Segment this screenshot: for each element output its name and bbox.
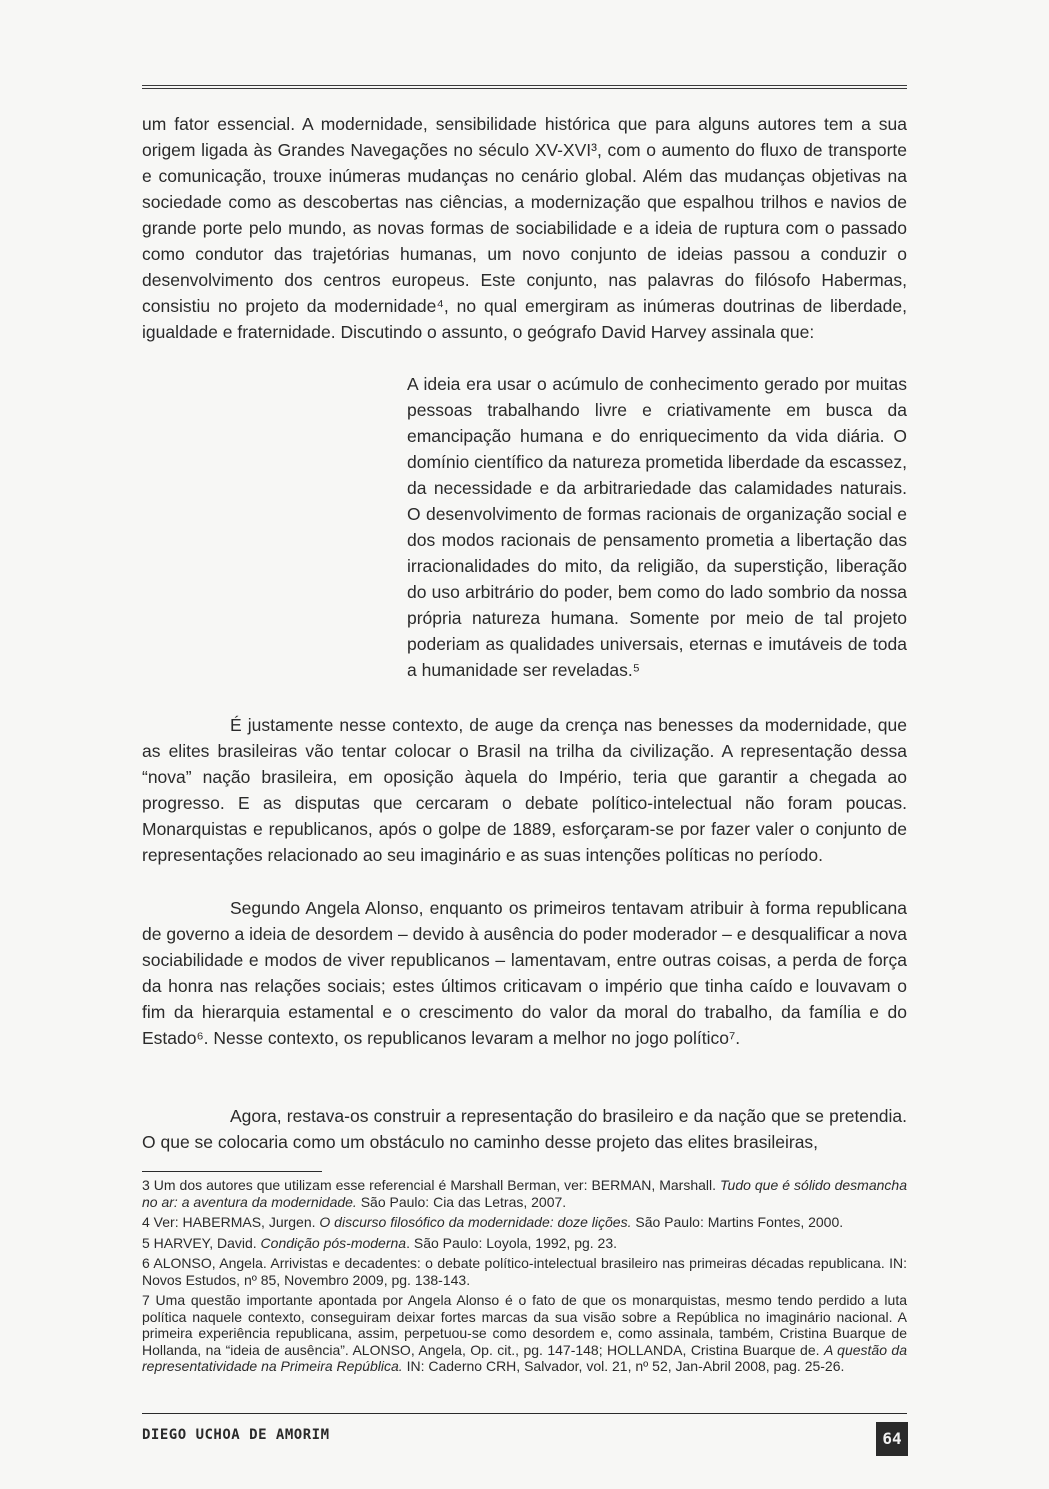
footnote-5-tail: . São Paulo: Loyola, 1992, pg. 23. bbox=[406, 1234, 618, 1251]
footnote-5 bbox=[142, 1235, 907, 1252]
footnote-rule bbox=[142, 1171, 322, 1172]
paragraph-4 bbox=[142, 1103, 907, 1155]
footnote-5-text: 5 HARVEY, David. bbox=[142, 1234, 261, 1251]
paragraph-2 bbox=[142, 712, 907, 868]
footnote-3-title: Tudo que é sólido desmancha no ar: a aventura da modernidade. bbox=[142, 1177, 907, 1210]
block-quote bbox=[407, 371, 907, 683]
paragraph-3-text: Segundo Angela Alonso, enquanto os primeiros tentavam atribuir à forma republicana de governo a ideia de desordem – devido à ausência do poder moderador – e desqualificar a nova sociabilidade e modos de viver republicanos – lamentavam, entre outras coisas, a perda de força da honra nas relações sociais; estes últimos criticavam o império que tinha caído e louvavam o fim da hierarquia estamental e o crescimento do valor da moral do trabalho, da família e do Estado⁶. Nesse contexto, os republicanos levaram a melhor no jogo político⁷. bbox=[142, 898, 907, 1048]
footnote-3-text: 3 Um dos autores que utilizam esse referencial é Marshall Berman, ver: BERMAN, Marshall. bbox=[142, 1177, 721, 1193]
footnote-3 bbox=[142, 1177, 907, 1210]
footnote-4-tail: São Paulo: Martins Fontes, 2000. bbox=[631, 1214, 844, 1230]
paragraph-2-text: É justamente nesse contexto, de auge da crença nas benesses da modernidade, que as elites brasileiras vão tentar colocar o Brasil na trilha da civilização. A representação dessa “nova” nação brasileira, em oposição àquela do Império, teria que garantir a chegada ao progresso. E as disputas que cercaram o debate político-intelectual não foram poucas. Monarquistas e republicanos, após o golpe de 1889, esforçaram-se por fazer valer o conjunto de representações relacionado ao seu imaginário e as suas intenções políticas no período. bbox=[142, 715, 907, 865]
footer-rule bbox=[142, 1413, 907, 1414]
footnote-7-text: 7 Uma questão importante apontada por Angela Alonso é o fato de que os monarquistas, mesmo tendo perdido a luta política naquele contexto, conseguiram deixar fortes marcas da sua visão sobre a República no imaginário nacional. A primeira experiência republicana, assim, perpetuou-se como desordem e, como assinala, também, Cristina Buarque de Hollanda, na “ideia de ausência”. ALONSO, Angela, Op. cit., pg. 147-148; HOLLANDA, Cristina Buarque de. bbox=[142, 1292, 907, 1358]
footnote-4-title: O discurso filosófico da modernidade: doze lições. bbox=[319, 1214, 632, 1230]
footnote-6 bbox=[142, 1255, 907, 1288]
footnotes bbox=[142, 1177, 907, 1379]
footnote-7-tail: IN: Caderno CRH, Salvador, vol. 21, nº 52, Jan-Abril 2008, pag. 25-26. bbox=[402, 1358, 845, 1374]
footnote-7 bbox=[142, 1292, 907, 1375]
block-quote-text: A ideia era usar o acúmulo de conhecimento gerado por muitas pessoas trabalhando livre e criativamente em busca da emancipação humana e do enriquecimento da vida diária. O domínio científico da natureza prometida liberdade da escassez, da necessidade e da arbitrariedade das calamidades naturais. O desenvolvimento de formas racionais de organização social e dos modos racionais de pensamento prometia a libertação das irracionalidades do mito, da religião, da superstição, liberação do uso arbitrário do poder, bem como do lado sombrio da nossa própria natureza humana. Somente por meio de tal projeto poderiam as qualidades universais, eternas e imutáveis de toda a humanidade ser reveladas.⁵ bbox=[407, 374, 908, 680]
header-rule bbox=[142, 85, 907, 91]
intro-paragraph bbox=[142, 111, 907, 345]
footnote-4 bbox=[142, 1214, 907, 1231]
footnote-4-text: 4 Ver: HABERMAS, Jurgen. bbox=[142, 1214, 320, 1230]
intro-paragraph-text: um fator essencial. A modernidade, sensibilidade histórica que para alguns autores tem a sua origem ligada às Grandes Navegações no século XV-XVI³, com o aumento do fluxo de transporte e comunicação, trouxe inúmeras mudanças no cenário global. Além das mudanças objetivas na sociedade como as descobertas nas ciências, a modernização que espalhou trilhos e navios de grande porte pelo mundo, as novas formas de sociabilidade e a ideia de ruptura com o passado como condutor das trajetórias humanas, um novo conjunto de ideias passou a conduzir o desenvolvimento dos centros europeus. Este conjunto, nas palavras do filósofo Habermas, consistiu no projeto da modernidade⁴, no qual emergiram as inúmeras doutrinas de liberdade, igualdade e fraternidade. Discutindo o assunto, o geógrafo David Harvey assinala que: bbox=[142, 114, 907, 342]
footer-author: DIEGO UCHOA DE AMORIM bbox=[142, 1427, 330, 1443]
footnote-5-title: Condição pós-moderna bbox=[260, 1234, 407, 1251]
page-number: 64 bbox=[876, 1422, 908, 1456]
paragraph-3 bbox=[142, 895, 907, 1051]
footnote-7-title: A questão da representatividade na Primeira República. bbox=[142, 1341, 907, 1374]
paragraph-4-text: Agora, restava-os construir a representação do brasileiro e da nação que se pretendia. O que se colocaria como um obstáculo no caminho desse projeto das elites brasileiras, bbox=[142, 1106, 907, 1152]
footnote-6-text: 6 ALONSO, Angela. Arrivistas e decadentes: o debate político-intelectual brasileiro nas primeiras décadas republicana. IN: Novos Estudos, nº 85, Novembro 2009, pg. 138-143. bbox=[142, 1255, 907, 1288]
footnote-3-tail: São Paulo: Cia das Letras, 2007. bbox=[356, 1193, 567, 1210]
